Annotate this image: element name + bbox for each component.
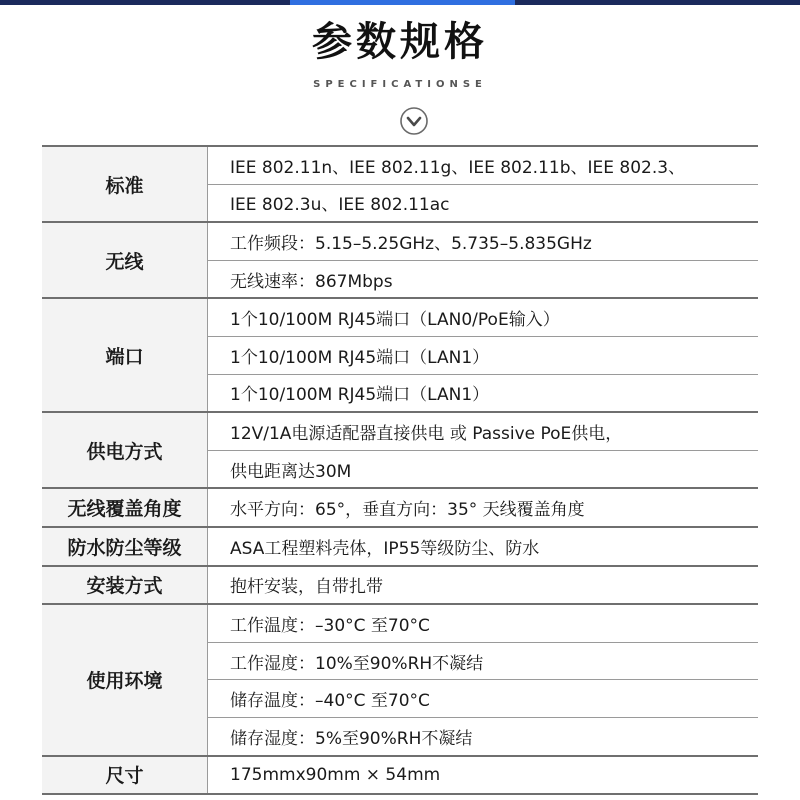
spec-value: 工作频段：5.15–5.25GHz、5.735–5.835GHz — [208, 222, 759, 260]
spec-value: 储存湿度：5%至90%RH不凝结 — [208, 717, 759, 755]
topbar-segment-left — [0, 0, 290, 5]
page-title: 参数规格 — [312, 19, 488, 65]
spec-label: 无线覆盖角度 — [42, 488, 208, 527]
spec-label: 安装方式 — [42, 566, 208, 605]
spec-label: 端口 — [42, 298, 208, 412]
spec-row — [42, 756, 758, 795]
spec-row — [42, 146, 758, 184]
spec-row — [42, 298, 758, 336]
spec-value: IEE 802.3u、IEE 802.11ac — [208, 184, 759, 222]
spec-value: 175mmx90mm × 54mm — [208, 756, 759, 795]
spec-label: 供电方式 — [42, 412, 208, 488]
spec-row — [42, 412, 758, 450]
spec-value: 1个10/100M RJ45端口（LAN1） — [208, 374, 759, 412]
top-accent-bar — [0, 0, 800, 5]
spec-row — [42, 604, 758, 642]
spec-value: 工作温度：–30°C 至70°C — [208, 604, 759, 642]
spec-row — [42, 488, 758, 527]
spec-label: 无线 — [42, 222, 208, 298]
spec-value: 供电距离达30M — [208, 450, 759, 488]
spec-value: IEE 802.11n、IEE 802.11g、IEE 802.11b、IEE 802.3、 — [208, 146, 759, 184]
spec-value: 1个10/100M RJ45端口（LAN1） — [208, 336, 759, 374]
spec-row — [42, 566, 758, 605]
spec-value: ASA工程塑料壳体，IP55等级防尘、防水 — [208, 527, 759, 566]
spec-value: 1个10/100M RJ45端口（LAN0/PoE输入） — [208, 298, 759, 336]
topbar-segment-middle — [290, 0, 515, 5]
spec-value: 工作湿度：10%至90%RH不凝结 — [208, 642, 759, 680]
spec-value: 12V/1A电源适配器直接供电 或 Passive PoE供电， — [208, 412, 759, 450]
spec-label: 使用环境 — [42, 604, 208, 755]
spec-label: 尺寸 — [42, 756, 208, 795]
spec-value: 抱杆安装，自带扎带 — [208, 566, 759, 605]
page-subtitle: SPECIFICATIONSE — [313, 79, 487, 90]
chevron-down-circle-icon — [399, 106, 429, 136]
spec-value: 储存温度：–40°C 至70°C — [208, 680, 759, 718]
spec-row — [42, 222, 758, 260]
spec-value: 水平方向：65°，垂直方向：35° 天线覆盖角度 — [208, 488, 759, 527]
spec-label: 防水防尘等级 — [42, 527, 208, 566]
spec-row — [42, 527, 758, 566]
spec-value: 无线速率：867Mbps — [208, 260, 759, 298]
spec-table — [42, 145, 758, 795]
topbar-segment-right — [515, 0, 800, 5]
spec-label: 标准 — [42, 146, 208, 222]
